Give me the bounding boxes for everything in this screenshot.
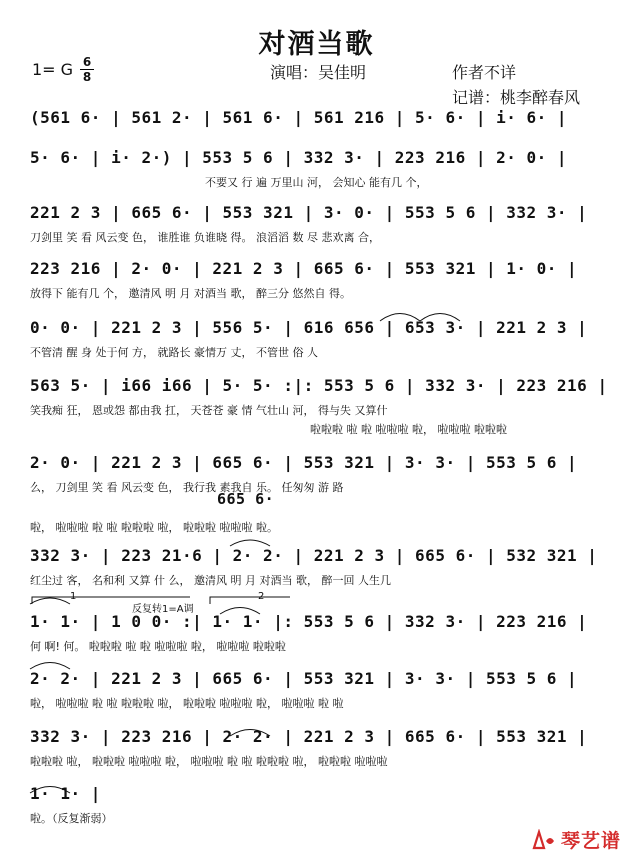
lyrics-row-6: 笑我痴 狂， 恩或怨 都由我 扛， 天苍苍 豪 情 气壮山 河， 得与失 又算什 xyxy=(30,404,388,417)
lyrics-row-2: 不要又 行 遍 万里山 河， 会知心 能有几 个， xyxy=(205,176,428,189)
time-signature xyxy=(80,56,94,83)
lyrics-row-10: 啦， 啦啦啦 啦 啦 啦啦啦 啦， 啦啦啦 啦啦啦 啦， 啦啦啦 啦 啦 xyxy=(30,697,344,710)
lyrics-second-verse-row-7: 啦， 啦啦啦 啦 啦 啦啦啦 啦， 啦啦啦 啦啦啦 啦。 xyxy=(30,521,278,534)
volta-2-line xyxy=(210,597,290,604)
notation-row-4: 223 216 | 2· 0· | 221 2 3 | 665 6· | 553 321 | 1· 0· | xyxy=(30,259,578,278)
key-signature: 1= G xyxy=(32,60,74,79)
notation-row-12: 1· 1· | xyxy=(30,784,101,803)
notation-row-8: 332 3· | 223 21·6 | 2· 2· | 221 2 3 | 665 6· | 532 321 | xyxy=(30,546,598,565)
lyrics-row-12: 啦。（反复渐弱） xyxy=(30,812,113,825)
volta-1-label: 1 xyxy=(70,591,77,602)
notation-row-6: 563 5· | i66 i66 | 5· 5· :|: 553 5 6 | 332 3· | 223 216 | xyxy=(30,376,608,395)
lyrics-row-9: 何 啊! 何。 啦啦啦 啦 啦 啦啦啦 啦， 啦啦啦 啦啦啦 xyxy=(30,640,286,653)
notation-row-1: (561 6· | 561 2· | 561 6· | 561 216 | 5· 6· | i· 6· | xyxy=(30,108,568,127)
brand-name: 琴艺谱 xyxy=(560,830,621,852)
repeat-key-change-note: 反复转1=A调 xyxy=(132,604,194,615)
notation-row-11: 332 3· | 223 216 | 2· 2· | 221 2 3 | 665 6· | 553 321 | xyxy=(30,727,588,746)
transcriber-credit: 记谱：桃李醉春风 xyxy=(452,88,581,107)
meter-top: 6 xyxy=(82,55,92,69)
brand-logo-icon xyxy=(531,829,557,851)
lyrics-row-4: 放得下 能有几 个， 邀清风 明 月 对酒当 歌， 醉三分 悠然自 得。 xyxy=(30,287,351,300)
lyrics-row-11: 啦啦啦 啦， 啦啦啦 啦啦啦 啦， 啦啦啦 啦 啦 啦啦啦 啦， 啦啦啦 啦啦啦 xyxy=(30,755,388,768)
lyrics-row-5: 不管清 醒 身 处于何 方， 就路长 豪情万 丈， 不管世 俗 人 xyxy=(30,346,318,359)
lyrics-row-8: 红尘过 客， 名和利 又算 什 么， 邀清风 明 月 对酒当 歌， 醉一回 人生几 xyxy=(30,574,391,587)
lyrics-row-7: 么， 刀剑里 笑 看 风云变 色， 我行我 素我自 乐。 任匆匆 游 路 xyxy=(30,481,344,494)
notation-row-3: 221 2 3 | 665 6· | 553 321 | 3· 0· | 553 5 6 | 332 3· | xyxy=(30,203,588,222)
meter-bottom: 8 xyxy=(82,70,92,84)
singer-credit: 演唱：吴佳明 xyxy=(270,63,367,82)
slur-row9a xyxy=(30,598,70,604)
brand-watermark xyxy=(531,826,621,853)
song-title: 对酒当歌 xyxy=(258,29,375,60)
lyrics-row-3: 刀剑里 笑 看 风云变 色， 谁胜谁 负谁晓 得。 浪滔滔 数 尽 悲欢离 合， xyxy=(30,231,380,244)
notation-row-7: 2· 0· | 221 2 3 | 665 6· | 553 321 | 3· 3· | 553 5 6 | xyxy=(30,453,578,472)
composer-credit: 作者不详 xyxy=(452,63,517,82)
notation-row-10: 2· 2· | 221 2 3 | 665 6· | 553 321 | 3· 3· | 553 5 6 | xyxy=(30,669,578,688)
row6-lower-notes: 665 6· xyxy=(217,490,275,508)
notation-row-2: 5· 6· | i· 2·) | 553 5 6 | 332 3· | 223 216 | 2· 0· | xyxy=(30,148,568,167)
volta-2-label: 2 xyxy=(258,591,265,602)
notation-row-5: 0· 0· | 221 2 3 | 556 5· | 616 656 | 653 3· | 221 2 3 | xyxy=(30,318,588,337)
notation-row-9: 1· 1· | 1 0 0· :| 1· 1· |: 553 5 6 | 332 3· | 223 216 | xyxy=(30,612,588,631)
lyrics-second-verse-row-6: 啦啦啦 啦 啦 啦啦啦 啦， 啦啦啦 啦啦啦 xyxy=(310,423,507,436)
